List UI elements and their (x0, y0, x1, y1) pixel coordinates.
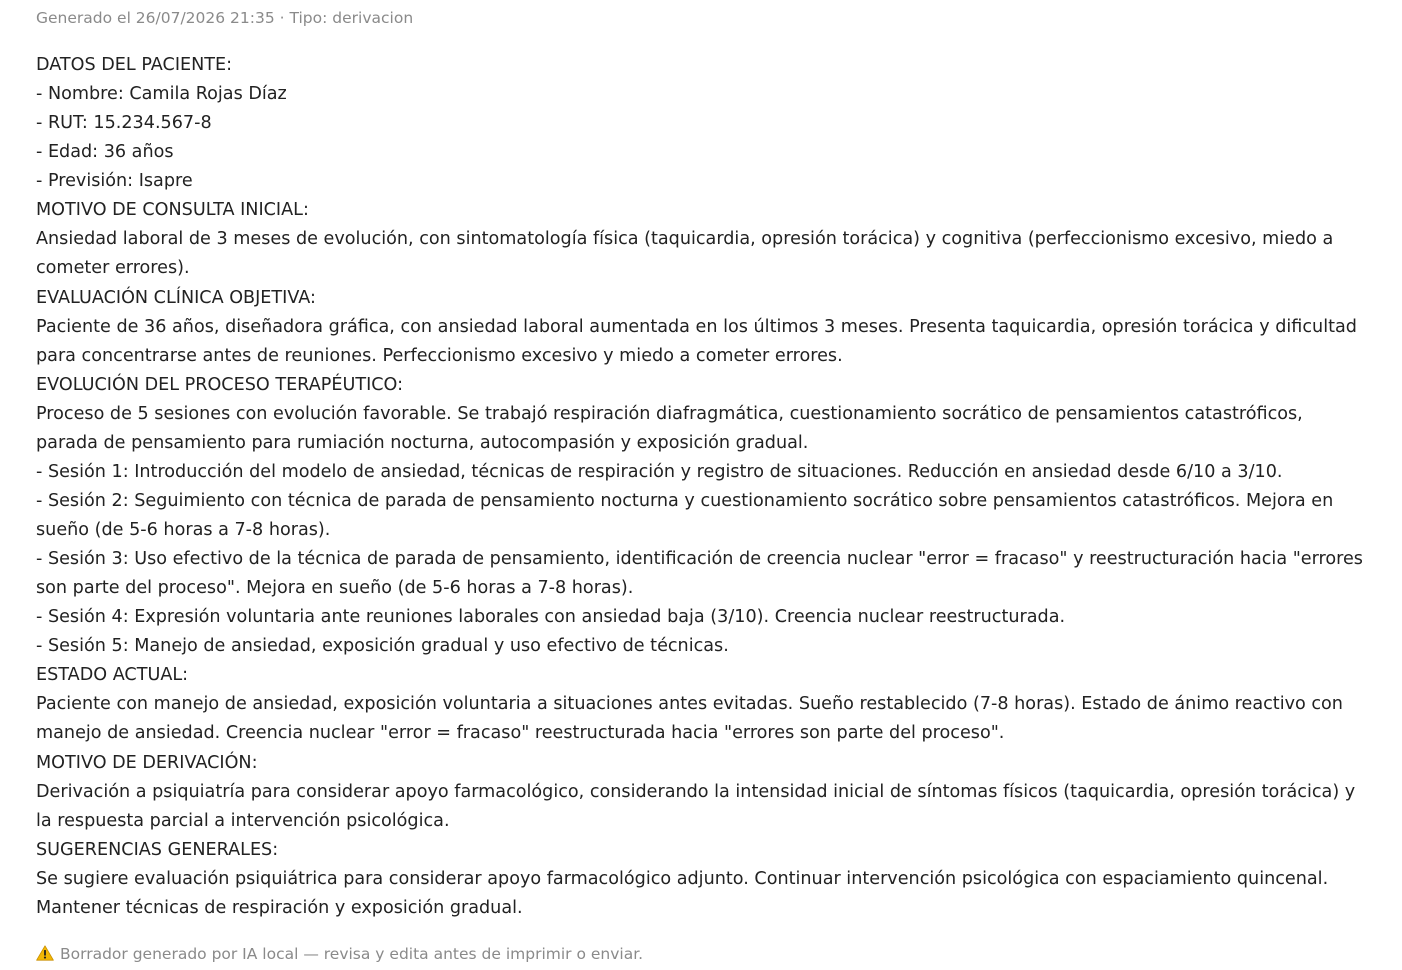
general-suggestions-text: Se sugiere evaluación psiquiátrica para considerar apoyo farmacológico adjunto. Continuar intervención psicológica con espaciamiento quincenal. Mantener técnicas de respiración y exposición gradual. (36, 868, 1329, 918)
report-body[interactable] (36, 51, 1366, 923)
ai-draft-warning-text: Borrador generado por IA local — revisa y edita antes de imprimir o enviar. (60, 945, 644, 963)
section-heading-patient-data: DATOS DEL PACIENTE: (36, 55, 233, 75)
report-meta: Generado el 26/07/2026 21:35 · Tipo: derivacion (36, 9, 414, 27)
patient-rut: - RUT: 15.234.567-8 (36, 113, 212, 134)
section-heading-referral-reason: MOTIVO DE DERIVACIÓN: (36, 752, 258, 773)
patient-insurance: - Previsión: Isapre (36, 171, 193, 192)
section-heading-initial-reason: MOTIVO DE CONSULTA INICIAL: (36, 200, 309, 221)
session-3-note: - Sesión 3: Uso efectivo de la técnica de parada de pensamiento, identificación de creencia nuclear "error = fracaso" y reestructuración hacia "errores son parte del proceso". Mejora en sueño (de 5-6 horas a 7-8 horas). (36, 549, 1363, 599)
therapy-evolution-text: Proceso de 5 sesiones con evolución favorable. Se trabajó respiración diafragmática, cuestionamiento socrático de pensamientos catastróficos, parada de pensamiento para rumiación nocturna, autocompasión y exposición gradual. (36, 403, 1303, 453)
section-heading-general-suggestions: SUGERENCIAS GENERALES: (36, 839, 279, 860)
current-state-text: Paciente con manejo de ansiedad, exposición voluntaria a situaciones antes evitadas. Sueño restablecido (7-8 horas). Estado de ánimo reactivo con manejo de ansiedad. Creencia nuclear "error = fracaso" reestructurada hacia "errores son parte del proceso". (36, 694, 1343, 744)
session-5-note: - Sesión 5: Manejo de ansiedad, exposición gradual y uso efectivo de técnicas. (36, 636, 729, 657)
session-4-note: - Sesión 4: Expresión voluntaria ante reuniones laborales con ansiedad baja (3/10). Creencia nuclear reestructurada. (36, 607, 1066, 628)
ai-draft-warning (36, 943, 643, 965)
initial-reason-text: Ansiedad laboral de 3 meses de evolución, con sintomatología física (taquicardia, opresión torácica) y cognitiva (perfeccionismo excesivo, miedo a cometer errores). (36, 229, 1334, 279)
session-2-note: - Sesión 2: Seguimiento con técnica de parada de pensamiento nocturna y cuestionamiento socrático sobre pensamientos catastróficos. Mejora en sueño (de 5-6 horas a 7-8 horas). (36, 490, 1334, 540)
section-heading-clinical-evaluation: EVALUACIÓN CLÍNICA OBJETIVA: (36, 287, 316, 308)
patient-age: - Edad: 36 años (36, 142, 174, 163)
patient-name: - Nombre: Camila Rojas Díaz (36, 84, 287, 105)
clinical-evaluation-text: Paciente de 36 años, diseñadora gráfica, con ansiedad laboral aumentada en los últimos 3 meses. Presenta taquicardia, opresión torácica y dificultad para concentrarse antes de reuniones. Perfeccionismo excesivo y miedo a cometer errores. (36, 316, 1357, 366)
section-heading-therapy-evolution: EVOLUCIÓN DEL PROCESO TERAPÉUTICO: (36, 374, 404, 395)
warning-icon (36, 945, 54, 961)
section-heading-current-state: ESTADO ACTUAL: (36, 665, 189, 686)
referral-reason-text: Derivación a psiquiatría para considerar apoyo farmacológico, considerando la intensidad inicial de síntomas físicos (taquicardia, opresión torácica) y la respuesta parcial a intervención psicológica. (36, 781, 1356, 831)
session-1-note: - Sesión 1: Introducción del modelo de ansiedad, técnicas de respiración y registro de situaciones. Reducción en ansiedad desde 6/10 a 3/10. (36, 461, 1283, 482)
